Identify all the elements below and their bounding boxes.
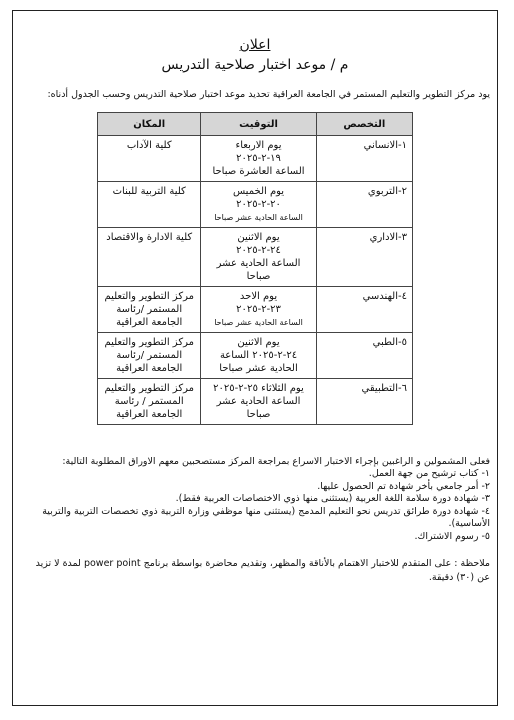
list-item: ٤- شهادة دورة طرائق تدريس نحو التعليم المدمج (يستثنى منها موظفي وزارة التربية ذوي تخصصات التربية والتربية الأساسية). xyxy=(42,505,490,529)
header-timing: التوقيت xyxy=(201,113,316,136)
note-paragraph: ملاحظة : على المتقدم للاختبار الاهتمام بالأناقة والمظهر، وتقديم محاضرة بواسطة برنامج power point لمدة لا تزيد عن (٣٠) دقيقة. xyxy=(35,558,490,583)
timing-hour: الساعة الحادية عشر صباحا xyxy=(214,213,303,222)
cell-specialization: ٢-التربوي xyxy=(316,182,412,228)
timing-hour: الساعة العاشرة صباحا xyxy=(212,166,305,177)
timing-date: ٢٠-٢-٢٠٢٥ xyxy=(236,199,281,210)
table-row xyxy=(98,136,413,182)
table-row xyxy=(98,287,413,333)
table-row xyxy=(98,333,413,379)
announcement-title: اعلان xyxy=(239,37,271,53)
timing-day: يوم الثلاثاء ٢٥-٢-٢٠٢٥ xyxy=(213,383,304,394)
table-header-row xyxy=(98,113,413,136)
schedule-table xyxy=(97,112,413,425)
cell-specialization: ٤-الهندسي xyxy=(316,287,412,333)
timing-date: الساعة الحادية عشر xyxy=(216,396,301,407)
timing-day: يوم الاثنين xyxy=(237,232,280,243)
cell-location: كلية الآداب xyxy=(98,136,201,182)
requirements-intro: فعلى المشمولين و الراغبين بإجراء الاختبار الاسراع بمراجعة المركز مستصحبين معهم الاوراق المطلوبة التالية: xyxy=(62,456,490,467)
cell-timing xyxy=(201,136,316,182)
cell-timing xyxy=(201,287,316,333)
cell-location: كلية الادارة والاقتصاد xyxy=(98,228,201,287)
cell-timing xyxy=(201,182,316,228)
cell-location: مركز التطوير والتعليم المستمر /رئاسة الجامعة العراقية xyxy=(98,333,201,379)
list-item: ٥- رسوم الاشتراك. xyxy=(414,530,490,542)
intro-paragraph: يود مركز التطوير والتعليم المستمر في الجامعة العراقية تحديد موعد اختبار صلاحية التدريس وحسب الجدول أدناه: xyxy=(47,89,490,100)
list-item: ٣- شهادة دورة سلامة اللغة العربية (يستثنى منها ذوي الاختصاصات العربية فقط). xyxy=(175,493,490,504)
timing-day: يوم الاحد xyxy=(239,291,278,302)
header-location: المكان xyxy=(98,113,201,136)
timing-day: يوم الاربعاء xyxy=(235,140,282,151)
timing-date: ٢٤-٢-٢٠٢٥ xyxy=(236,245,281,256)
timing-date: ١٩-٢-٢٠٢٥ xyxy=(236,153,281,164)
list-item: ٢- أمر جامعي بأخر شهادة تم الحصول عليها. xyxy=(317,480,490,492)
timing-date: ٢٤-٢-٢٠٢٥ الساعة xyxy=(219,350,298,361)
timing-day: يوم الخميس xyxy=(232,186,285,197)
timing-day: يوم الاثنين xyxy=(237,337,280,348)
header-specialization: التخصص xyxy=(316,113,412,136)
table-row xyxy=(98,182,413,228)
table-row xyxy=(98,228,413,287)
timing-date: ٢٣-٢-٢٠٢٥ xyxy=(236,304,281,315)
document xyxy=(20,36,490,585)
cell-specialization: ١-الانساني xyxy=(316,136,412,182)
cell-location: مركز التطوير والتعليم المستمر / رئاسة الجامعة العراقية xyxy=(98,379,201,425)
cell-location: مركز التطوير والتعليم المستمر /رئاسة الجامعة العراقية xyxy=(98,287,201,333)
timing-hour: الساعة الحادية عشر صباحا xyxy=(214,318,303,327)
timing-hour: صباحا xyxy=(246,409,271,420)
cell-specialization: ٣-الاداري xyxy=(316,228,412,287)
cell-specialization: ٥-الطبي xyxy=(316,333,412,379)
cell-timing xyxy=(201,379,316,425)
cell-specialization: ٦-التطبيقي xyxy=(316,379,412,425)
list-item: ١- كتاب ترشيح من جهة العمل. xyxy=(368,468,490,479)
requirements-list xyxy=(20,468,490,543)
table-row xyxy=(98,379,413,425)
timing-hour: الحادية عشر صباحا xyxy=(219,363,298,374)
timing-hour: الساعة الحادية عشر صباحا xyxy=(216,258,301,282)
cell-location: كلية التربية للبنات xyxy=(98,182,201,228)
cell-timing xyxy=(201,333,316,379)
announcement-subtitle: م / موعد اختبار صلاحية التدريس xyxy=(161,57,349,73)
cell-timing xyxy=(201,228,316,287)
